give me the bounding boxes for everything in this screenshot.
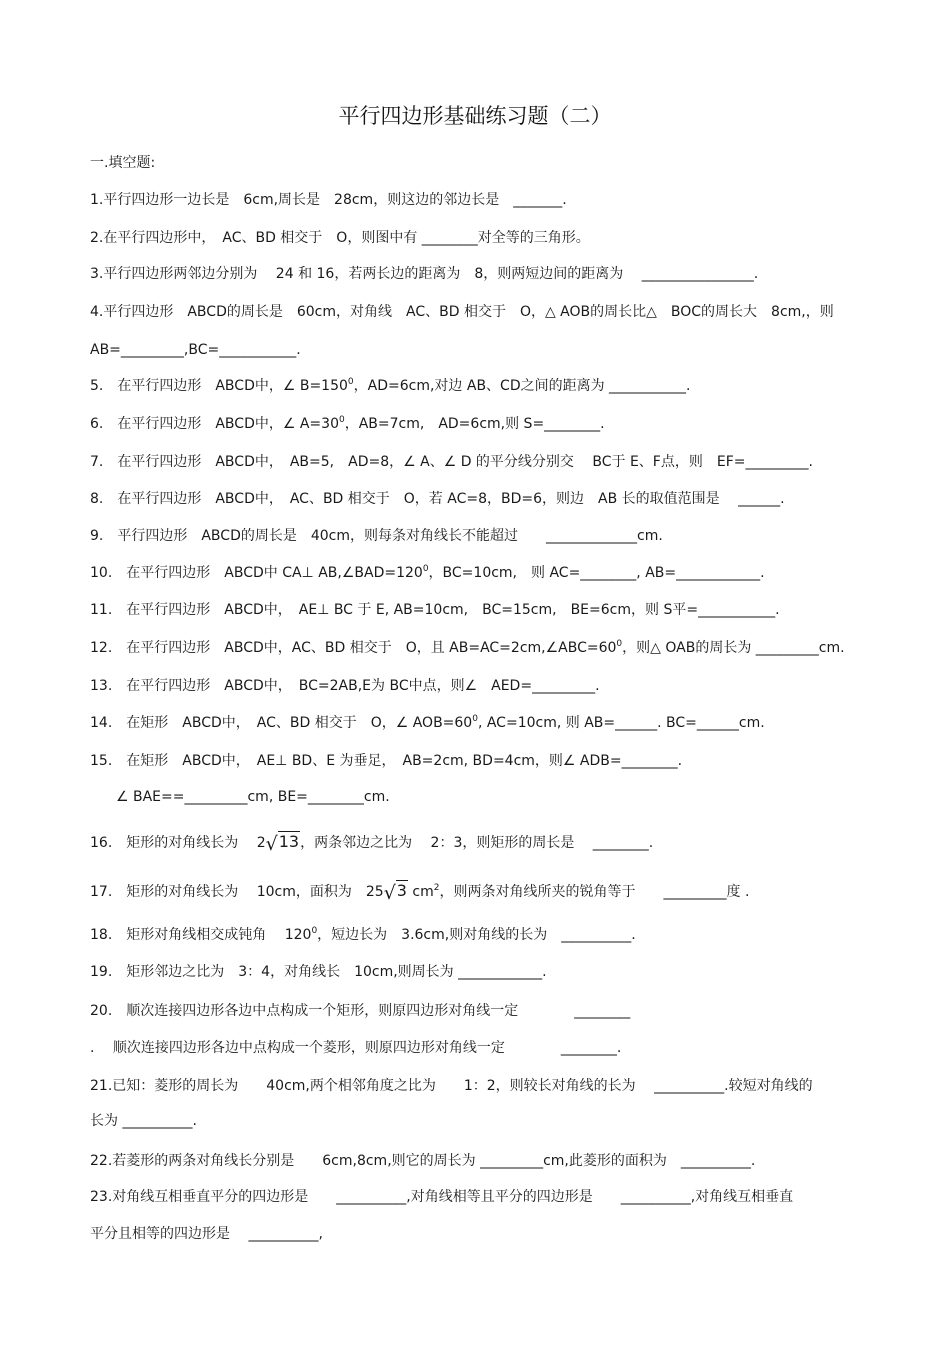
degree-superscript: 0 <box>616 639 623 649</box>
question-12 <box>90 639 845 657</box>
question-14-text: 14. 在矩形 ABCD中， AC、BD 相交于 O，∠ AOB=60 <box>90 715 473 731</box>
question-16-tail: ，两条邻边之比为 2：3，则矩形的周长是 ________. <box>300 835 654 851</box>
question-17-text: 17. 矩形的对角线长为 10cm，面积为 25 <box>90 884 384 900</box>
question-9: 9. 平行四边形 ABCD的周长是 40cm，则每条对角线长不能超过 _____________cm. <box>90 528 663 544</box>
question-1: 1.平行四边形一边长是 6cm,周长是 28cm，则这边的邻边长是 _______. <box>90 192 567 208</box>
question-19: 19. 矩形邻边之比为 3：4，对角线长 10cm,则周长为 ____________. <box>90 964 547 980</box>
question-16-text: 16. 矩形的对角线长为 2 <box>90 835 266 851</box>
square-root <box>384 882 408 902</box>
degree-superscript: 0 <box>338 415 345 425</box>
question-5-text: 5. 在平行四边形 ABCD中，∠ B=150 <box>90 378 348 394</box>
radical-sign: √ <box>383 882 396 904</box>
question-21: 21.已知：菱形的周长为 40cm,两个相邻角度之比为 1：2，则较长对角线的长为 __________.较短对角线的 <box>90 1078 813 1094</box>
degree-superscript: 0 <box>422 564 429 574</box>
radicand: 13 <box>278 832 300 851</box>
square-root <box>266 833 300 853</box>
question-18 <box>90 926 636 944</box>
question-20b: . 顺次连接四边形各边中点构成一个菱形，则原四边形对角线一定 ________. <box>90 1040 622 1056</box>
question-21-continued: 长为 __________. <box>90 1113 197 1129</box>
question-10 <box>90 564 765 582</box>
question-6-text: 6. 在平行四边形 ABCD中，∠ A=30 <box>90 416 339 432</box>
question-16 <box>90 833 653 853</box>
question-17 <box>90 882 749 902</box>
question-13: 13. 在平行四边形 ABCD中， BC=2AB,E为 BC中点，则∠ AED=_________. <box>90 678 600 694</box>
question-5-tail: ，AD=6cm,对边 AB、CD之间的距离为 ___________. <box>353 378 691 394</box>
question-8: 8. 在平行四边形 ABCD中， AC、BD 相交于 O，若 AC=8，BD=6，则边 AB 长的取值范围是 ______. <box>90 491 785 507</box>
question-14 <box>90 714 765 732</box>
degree-superscript: 0 <box>472 714 478 724</box>
question-10-tail: ，BC=10cm, 则 AC=________, AB=____________. <box>428 565 765 581</box>
question-5 <box>90 377 691 395</box>
degree-superscript: 0 <box>347 377 354 387</box>
squared-superscript: 2 <box>433 883 440 893</box>
question-7: 7. 在平行四边形 ABCD中， AB=5, AD=8，∠ A、∠ D 的平分线分别交 BC于 E、F点，则 EF=_________. <box>90 454 813 470</box>
question-14-tail: , AC=10cm, 则 AB=______. BC=______cm. <box>477 715 765 731</box>
question-3: 3.平行四边形两邻边分别为 24 和 16，若两长边的距离为 8，则两短边间的距离为 ________________. <box>90 266 759 282</box>
question-10-text: 10. 在平行四边形 ABCD中 CA⊥ AB,∠BAD=120 <box>90 565 423 581</box>
section-heading: 一.填空题: <box>90 155 156 171</box>
question-23: 23.对角线互相垂直平分的四边形是 __________,对角线相等且平分的四边形是 __________,对角线互相垂直 <box>90 1189 794 1205</box>
question-12-tail: ，则△ OAB的周长为 _________cm. <box>622 640 845 656</box>
question-4: 4.平行四边形 ABCD的周长是 60cm，对角线 AC、BD 相交于 O，△ AOB的周长比△ BOC的周长大 8cm,，则 <box>90 304 834 320</box>
degree-superscript: 0 <box>311 926 318 936</box>
question-18-tail: ，短边长为 3.6cm,则对角线的长为 __________. <box>317 927 636 943</box>
question-17-tail: ，则两条对角线所夹的锐角等于 _________度 . <box>439 884 750 900</box>
radicand: 3 <box>396 881 407 900</box>
radical-sign: √ <box>265 833 278 855</box>
question-4-continued: AB=_________,BC=___________. <box>90 342 301 358</box>
question-6-tail: ，AB=7cm, AD=6cm,则 S=________. <box>344 416 605 432</box>
question-2: 2.在平行四边形中， AC、BD 相交于 O，则图中有 ________对全等的三角形。 <box>90 230 590 246</box>
unit-cm: cm <box>407 884 434 900</box>
question-20: 20. 顺次连接四边形各边中点构成一个矩形，则原四边形对角线一定 ________ <box>90 1003 631 1019</box>
question-22: 22.若菱形的两条对角线长分别是 6cm,8cm,则它的周长为 _________cm,此菱形的面积为 __________. <box>90 1153 756 1169</box>
question-6 <box>90 415 605 433</box>
question-12-text: 12. 在平行四边形 ABCD中，AC、BD 相交于 O，且 AB=AC=2cm,∠ABC=60 <box>90 640 617 656</box>
question-11: 11. 在平行四边形 ABCD中， AE⊥ BC 于 E, AB=10cm, BC=15cm, BE=6cm，则 S平=___________. <box>90 602 780 618</box>
question-15: 15. 在矩形 ABCD中， AE⊥ BD、E 为垂足， AB=2cm, BD=4cm，则∠ ADB=________. <box>90 753 683 769</box>
question-18-text: 18. 矩形对角线相交成钝角 120 <box>90 927 312 943</box>
question-15-continued: ∠ BAE==_________cm, BE=________cm. <box>116 789 390 805</box>
page-title: 平行四边形基础练习题（二） <box>338 104 612 128</box>
question-23-continued: 平分且相等的四边形是 __________, <box>90 1226 323 1242</box>
